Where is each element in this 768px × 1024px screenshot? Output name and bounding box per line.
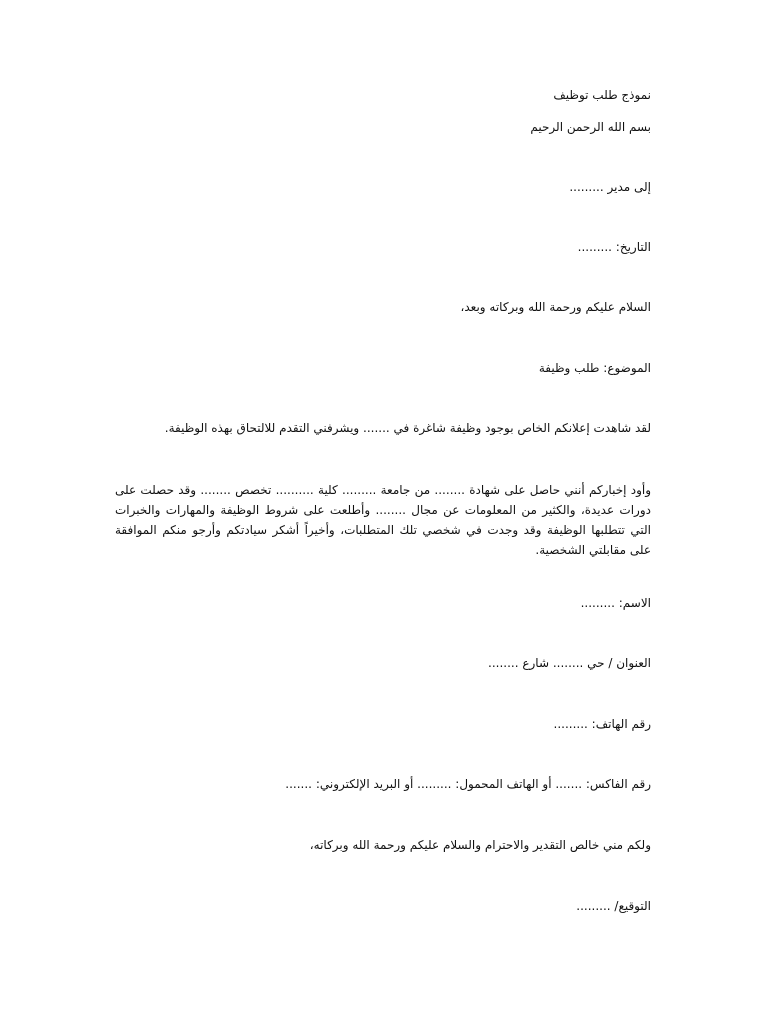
name-field-line: الاسم: ......... — [580, 596, 651, 610]
recipient-line: إلى مدير ......... — [569, 180, 651, 194]
closing-line: ولكم مني خالص التقدير والاحترام والسلام عليكم ورحمة الله وبركاته، — [309, 838, 651, 852]
subject-line: الموضوع: طلب وظيفة — [538, 361, 651, 375]
phone-field-line: رقم الهاتف: ......... — [553, 717, 651, 731]
greeting-line: السلام عليكم ورحمة الله وبركاته وبعد، — [460, 300, 651, 314]
letter-title: نموذج طلب توظيف — [553, 88, 651, 102]
signature-line: التوقيع/ ......... — [576, 899, 651, 913]
basmala: بسم الله الرحمن الرحيم — [530, 120, 651, 134]
body-paragraph: وأود إخباركم أنني حاصل على شهادة ........ من جامعة ......... كلية .......... تخصص ........ وقد حصلت على دورات عديدة، والكثير من المعلومات عن مجال ........ وأطلعت على شروط الوظيفة والمهارات والخبرات التي تتطلبها الوظيفة وقد وجدت في شخصي تلك المتطلبات، وأخيراً أشكر سيادتكم وأرجو منكم الموافقة على مقابلتي الشخصية. — [115, 483, 651, 557]
address-field-line: العنوان / حي ........ شارع ........ — [488, 656, 651, 670]
contacts-field-line: رقم الفاكس: ....... أو الهاتف المحمول: ......... أو البريد الإلكتروني: ....... — [285, 777, 651, 791]
date-line: التاريخ: ......... — [577, 240, 651, 254]
intro-paragraph: لقد شاهدت إعلانكم الخاص بوجود وظيفة شاغرة في ....... ويشرفني التقدم للالتحاق بهذه الوظيفة. — [164, 421, 651, 435]
